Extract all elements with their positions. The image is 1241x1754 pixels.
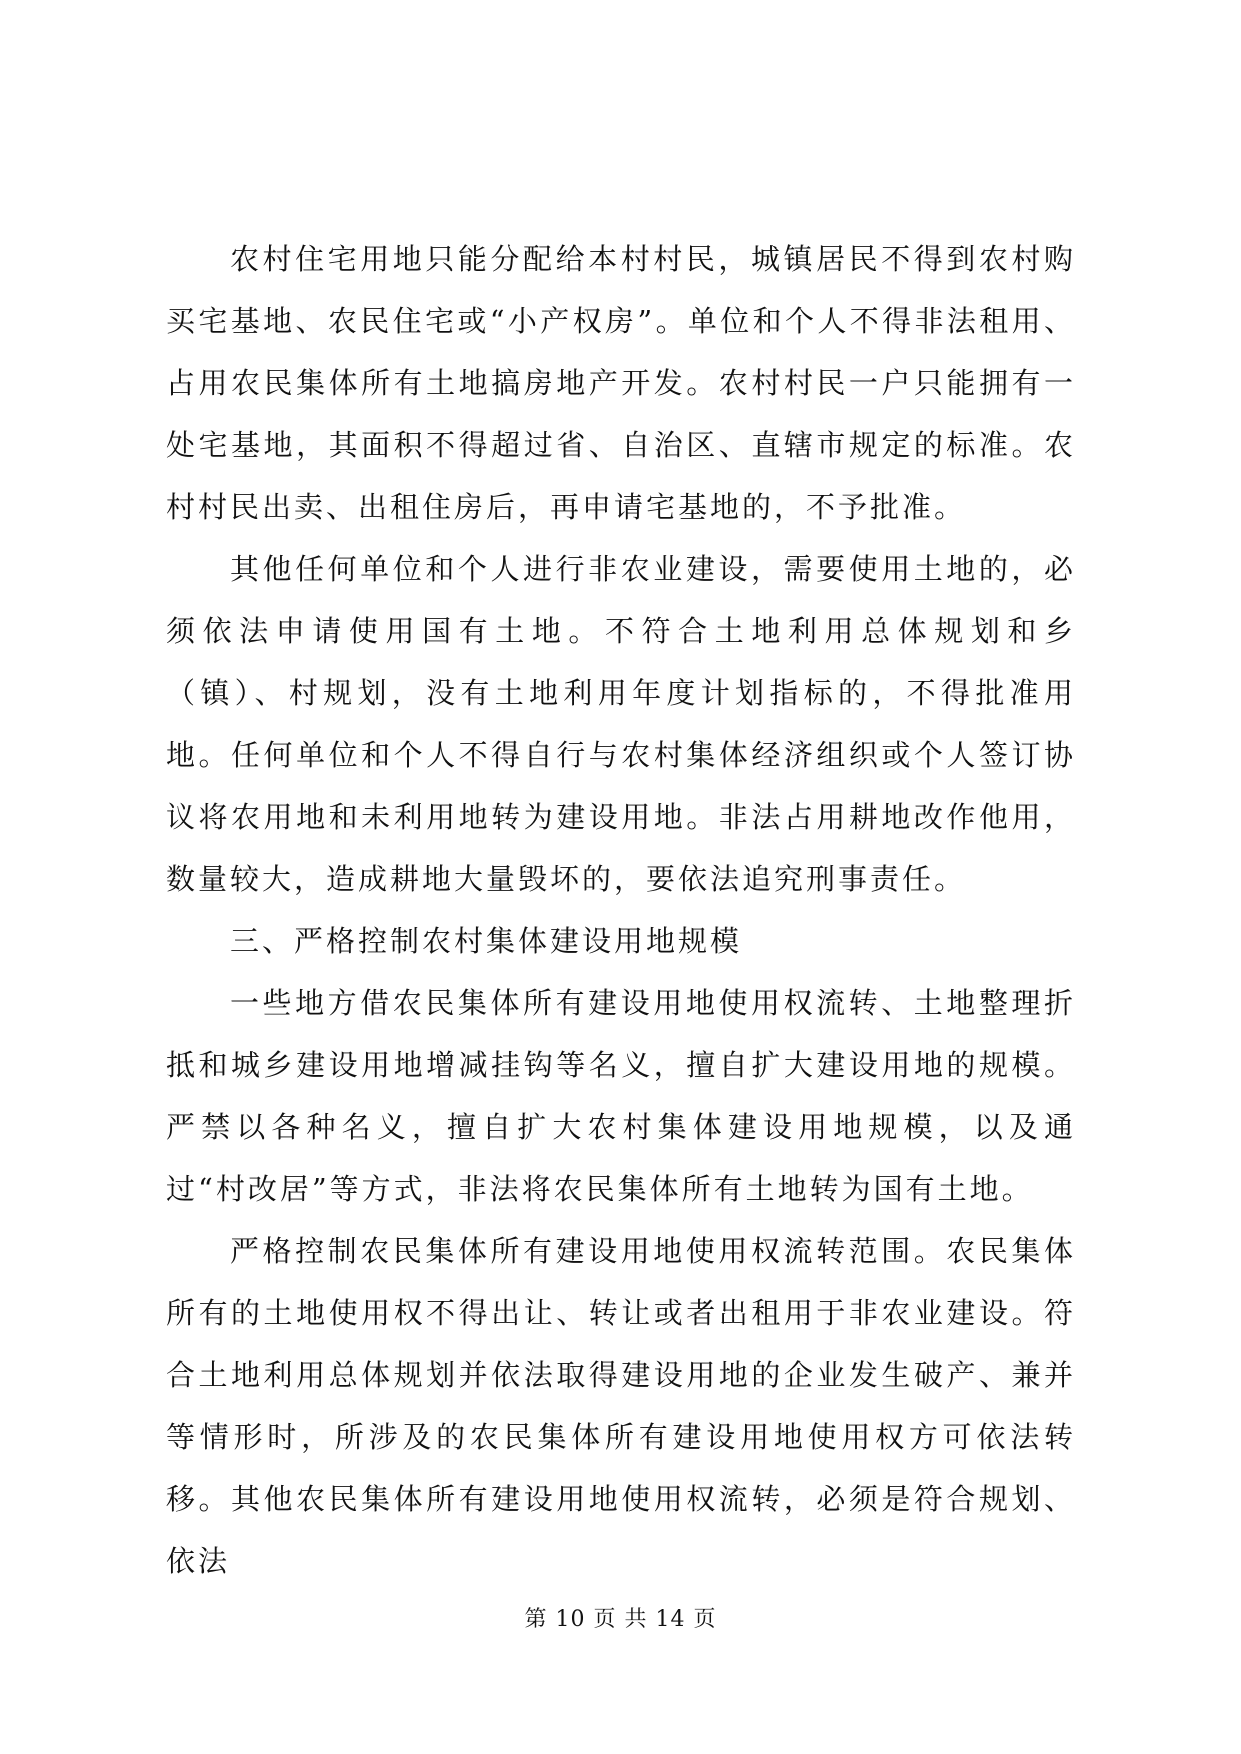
paragraph-non-agricultural-use: 其他任何单位和个人进行非农业建设，需要使用土地的，必须依法申请使用国有土地。不符合土地利用总体规划和乡（镇）、村规划，没有土地利用年度计划指标的，不得批准用地。任何单位和个人不得自行与农村集体经济组织或个人签订协议将农用地和未利用地转为建设用地。非法占用耕地改作他用，数量较大，造成耕地大量毁坏的，要依法追究刑事责任。 <box>166 552 1076 896</box>
paragraph-scale-control: 一些地方借农民集体所有建设用地使用权流转、土地整理折抵和城乡建设用地增减挂钩等名义，擅自扩大建设用地的规模。严禁以各种名义，擅自扩大农村集体建设用地规模，以及通过“村改居”等方式，非法将农民集体所有土地转为国有土地。 <box>166 986 1076 1206</box>
paragraph-transfer-scope: 严格控制农民集体所有建设用地使用权流转范围。农民集体所有的土地使用权不得出让、转让或者出租用于非农业建设。符合土地利用总体规划并依法取得建设用地的企业发生破产、兼并等情形时，所涉及的农民集体所有建设用地使用权方可依法转移。其他农民集体所有建设用地使用权流转，必须是符合规划、依法 <box>166 1234 1076 1578</box>
body-text <box>166 228 1076 1592</box>
page-number-footer: 第 10 页 共 14 页 <box>524 1607 717 1632</box>
paragraph-homestead: 农村住宅用地只能分配给本村村民，城镇居民不得到农村购买宅基地、农民住宅或“小产权房”。单位和个人不得非法租用、占用农民集体所有土地搞房地产开发。农村村民一户只能拥有一处宅基地，其面积不得超过省、自治区、直辖市规定的标准。农村村民出卖、出租住房后，再申请宅基地的，不予批准。 <box>166 242 1076 524</box>
section-heading: 三、严格控制农村集体建设用地规模 <box>230 924 743 958</box>
